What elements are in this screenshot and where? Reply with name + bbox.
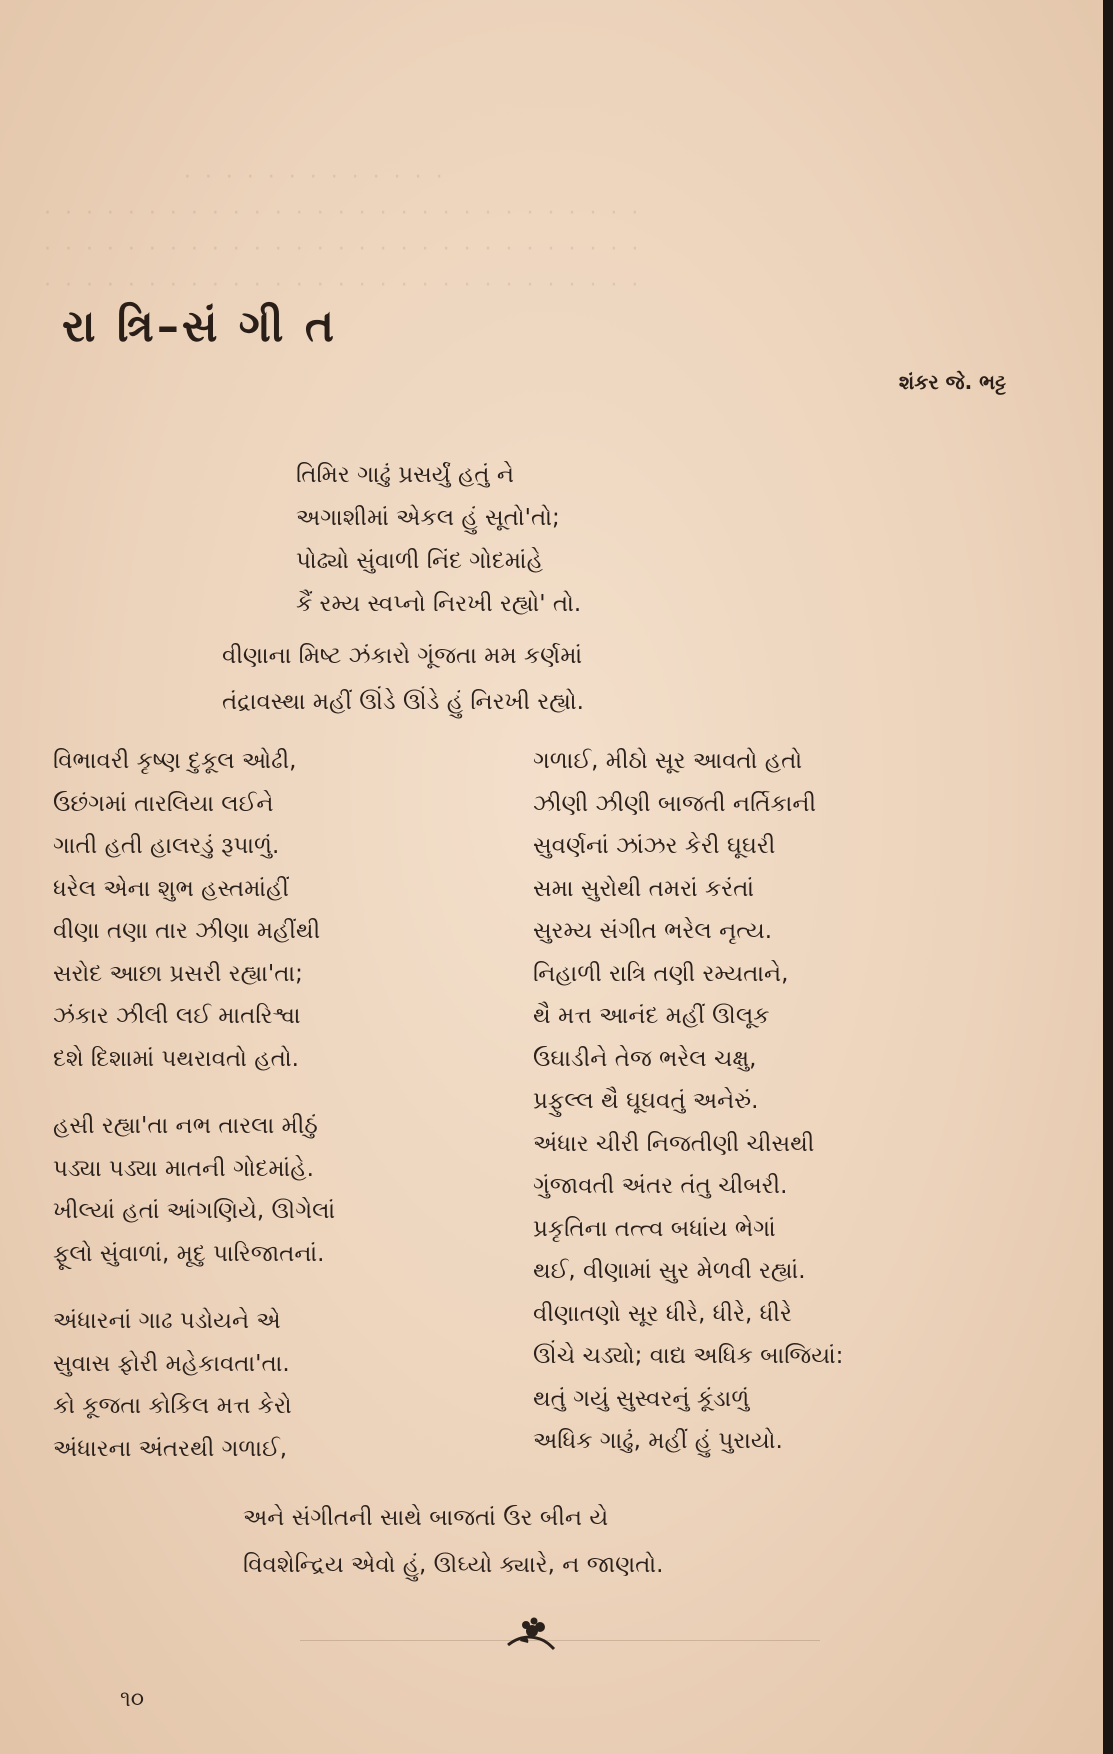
poem-line: ગાતી હતી હાલરડું રૂપાળું. <box>53 833 280 859</box>
poem-line: ઝંકાર ઝીલી લઈ માતરિશ્વા <box>53 1003 301 1029</box>
poem-title: રા ત્રિ–સં ગી ત <box>62 301 338 353</box>
poem-line: અને સંગીતની સાથે બાજતાં ઉર બીન યે <box>243 1505 609 1531</box>
closing-couplet <box>243 1495 663 1589</box>
poem-line: વિવશેન્દ્રિય એવો હું, ઊઘ્યો ક્યારે, ન જાણતો. <box>243 1552 664 1578</box>
poem-line: વીણા તણા તાર ઝીણા મહીંથી <box>53 918 321 944</box>
poem-line: ગળાઈ, મીઠો સૂર આવતો હતો <box>533 748 803 774</box>
poem-line: દશે દિશામાં પથરાવતો હતો. <box>53 1045 299 1072</box>
poem-line: સુરમ્ય સંગીત ભરેલ નૃત્ય. <box>533 918 773 944</box>
poem-line: સમા સુરોથી તમરાં કરંતાં <box>533 875 754 902</box>
poem-line: કૈં રમ્ય સ્વપ્નો નિરખી રહ્યો' તો. <box>296 591 582 617</box>
poem-line: થૈ મત્ત આનંદ મહીં ઊલૂક <box>533 1003 770 1029</box>
right-column <box>533 740 973 1463</box>
poem-line: થઈ, વીણામાં સુર મેળવી રહ્યાં. <box>533 1258 806 1284</box>
poem-line: નિહાળી રાત્રિ તણી રમ્યતાને, <box>533 960 789 987</box>
flower-ornament-icon <box>500 1615 560 1655</box>
poem-line: ઉછંગમાં તારલિયા લઈને <box>53 790 274 817</box>
poem-line: અંધારનાં ગાઢ પડોયને એ <box>53 1308 281 1334</box>
poem-line: સરોદ આછા પ્રસરી રહ્યા'તા; <box>53 960 303 987</box>
poem-line: પડ્યા પડ્યા માતની ગોદમાંહે. <box>53 1155 314 1182</box>
stanza <box>53 740 473 1080</box>
poem-line: ખીલ્યાં હતાં આંગણિયે, ઊગેલાં <box>53 1198 336 1224</box>
stanza <box>53 1105 473 1275</box>
poem-line: પ્રફુલ્લ થૈ ઘૂઘવતું અનેરું. <box>533 1088 759 1114</box>
poem-line: અધિક ગાઢું, મહીં હું પુરાયો. <box>533 1428 783 1454</box>
poem-line: અંધાર ચીરી નિજતીણી ચીસથી <box>533 1130 815 1157</box>
poem-line: ઉઘાડીને તેજ ભરેલ ચક્ષુ, <box>533 1045 757 1072</box>
poem-line: હસી રહ્યા'તા નભ તારલા મીઠું <box>53 1113 318 1139</box>
intro-stanza <box>296 454 581 626</box>
poem-line: તિમિર ગાઢું પ્રસર્યું હતું ને <box>296 462 515 488</box>
show-through-text: · · · · · · · · · · · · · · · · · · · · · · · · · · · · · · · · · · · · · · · · · · · · · · · · · · · · · · · · · · · · · · · · · · · · · · · · · · · · · · · · · · · · · · · · · · · · · · · · · · · · <box>43 165 639 298</box>
poem-line: વિભાવરી કૃષ્ણ દુકૂલ ઓઢી, <box>53 748 297 774</box>
page-number: ૧૦ <box>120 1687 145 1712</box>
poem-line: ઝીણી ઝીણી બાજતી નર્તિકાની <box>533 790 817 817</box>
poem-line: અગાશીમાં એકલ હું સૂતો'તો; <box>296 505 560 531</box>
stanza <box>53 1300 473 1470</box>
poem-line: ધરેલ એના શુભ હસ્તમાંહીં <box>53 875 289 902</box>
poem-author: શંકર જે. ભટ્ટ <box>898 370 1006 394</box>
poem-line: સુવર્ણનાં ઝાંઝર કેરી ઘૂઘરી <box>533 833 776 859</box>
poem-line: તંદ્રાવસ્થા મહીં ઊંડે ઊંડે હું નિરખી રહ્યો. <box>222 689 584 715</box>
poem-line: કો કૂજતા કોકિલ મત્ત કેરો <box>53 1393 292 1419</box>
intro-couplet <box>222 633 584 725</box>
footer-divider <box>300 1640 820 1641</box>
poem-line: અંધારના અંતરથી ગળાઈ, <box>53 1435 288 1462</box>
poem-line: પ્રકૃતિના તત્ત્વ બધાંય ભેગાં <box>533 1215 776 1242</box>
poem-line: થતું ગયું સુસ્વરનું કૂંડાળું <box>533 1385 750 1412</box>
poem-line: ઊંચે ચડ્યો; વાદ્ય અધિક બાજિયાં: <box>533 1343 844 1369</box>
poem-line: વીણાતણો સૂર ધીરે, ધીરે, ધીરે <box>533 1300 792 1327</box>
poem-line: વીણાના મિષ્ટ ઝંકારો ગૂંજતા મમ કર્ણમાં <box>222 643 583 669</box>
poem-line: ગુંજાવતી અંતર તંતુ ચીબરી. <box>533 1173 788 1199</box>
poem-line: ફૂલો સુંવાળાં, મૃદુ પારિજાતનાં. <box>53 1240 325 1267</box>
poem-line: સુવાસ ફોરી મહેકાવતા'તા. <box>53 1350 290 1377</box>
left-column <box>53 740 473 1495</box>
poem-line: પોઢ્યો સુંવાળી નિંદ ગોદમાંહે <box>296 548 543 574</box>
